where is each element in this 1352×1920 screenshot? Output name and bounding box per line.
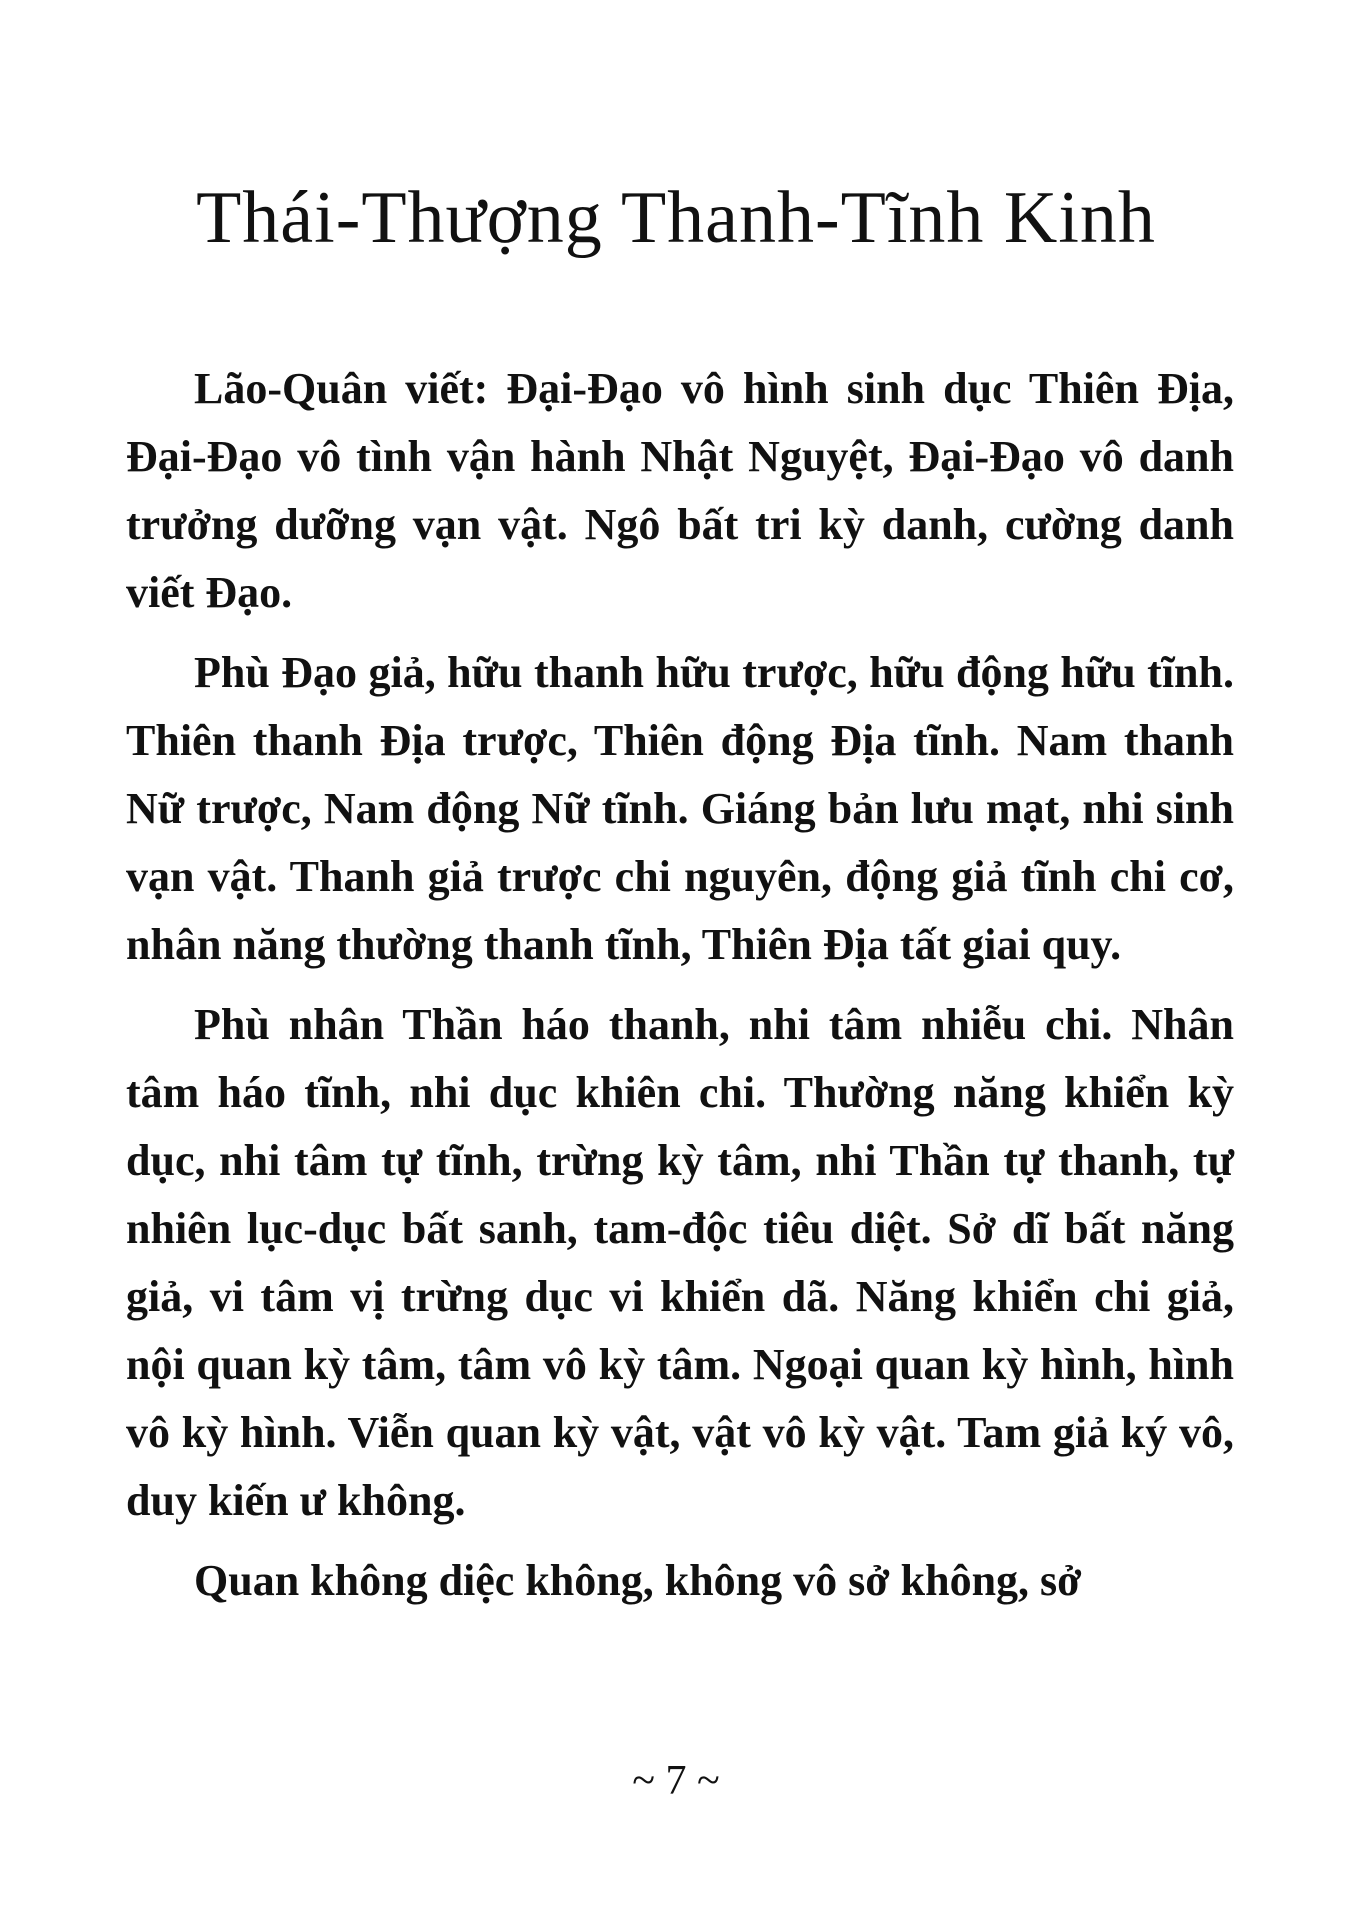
page-title: Thái-Thượng Thanh-Tĩnh Kinh bbox=[196, 177, 1156, 259]
paragraph-1: Lão-Quân viết: Đại-Đạo vô hình sinh dục Thiên Địa, Đại-Đạo vô tình vận hành Nhật Nguyệt, Đại-Đạo vô danh trưởng dưỡng vạn vật. Ngô bất tri kỳ danh, cường danh viết Đạo. bbox=[126, 364, 1234, 617]
paragraph-3: Phù nhân Thần háo thanh, nhi tâm nhiễu chi. Nhân tâm háo tĩnh, nhi dục khiên chi. Thường năng khiển kỳ dục, nhi tâm tự tĩnh, trừng kỳ tâm, nhi Thần tự thanh, tự nhiên lục-dục bất sanh, tam-độc tiêu diệt. Sở dĩ bất năng giả, vi tâm vị trừng dục vi khiển dã. Năng khiển chi giả, nội quan kỳ tâm, tâm vô kỳ tâm. Ngoại quan kỳ hình, hình vô kỳ hình. Viễn quan kỳ vật, vật vô kỳ vật. Tam giả ký vô, duy kiến ư không. bbox=[126, 1000, 1234, 1525]
body-text bbox=[126, 355, 1234, 1627]
paragraph-4: Quan không diệc không, không vô sở không, sở bbox=[194, 1556, 1082, 1605]
page-number: ~ 7 ~ bbox=[632, 1758, 720, 1804]
paragraph-2: Phù Đạo giả, hữu thanh hữu trược, hữu động hữu tĩnh. Thiên thanh Địa trược, Thiên động Địa tĩnh. Nam thanh Nữ trược, Nam động Nữ tĩnh. Giáng bản lưu mạt, nhi sinh vạn vật. Thanh giả trược chi nguyên, động giả tĩnh chi cơ, nhân năng thường thanh tĩnh, Thiên Địa tất giai quy. bbox=[126, 648, 1234, 969]
